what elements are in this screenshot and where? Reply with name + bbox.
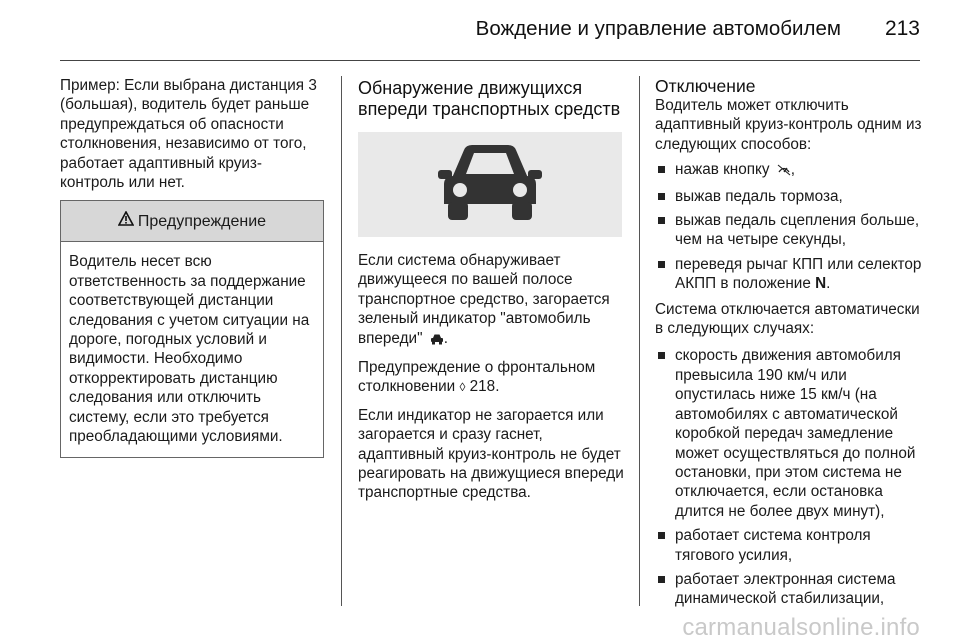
example-paragraph: Пример: Если выбрана дистанция 3 (большая), водитель будет раньше предупреждаться об опасности столкновения, независимо от того, работает адаптивный круиз-контроль или нет. (60, 77, 317, 192)
warning-triangle-icon (118, 211, 134, 231)
list-item: нажав кнопку , (655, 160, 927, 181)
car-indicator-illustration (358, 132, 622, 237)
column-2 (358, 76, 624, 511)
detection-paragraph: Если система обнаруживает движущееся по вашей полосе транспортное средство, загорается зеленый индикатор "автомобиль впереди" . (358, 251, 624, 350)
cruise-off-button-icon (777, 162, 791, 181)
auto-off-list (655, 346, 927, 608)
watermark: carmanualsonline.info (682, 614, 920, 641)
car-front-icon (430, 140, 550, 229)
list-item: работает электронная система динамической стабилизации, (655, 570, 927, 609)
column-divider-2 (639, 76, 640, 606)
column-divider-1 (341, 76, 342, 606)
page-header (60, 14, 920, 44)
indicator-paragraph: Если индикатор не загорается или загорается и сразу гаснет, адаптивный круиз-контроль не будет реагировать на движущиеся впереди транспортные средства. (358, 406, 624, 502)
warning-header (61, 201, 323, 242)
header-divider (60, 60, 920, 61)
collision-warning-ref: Предупреждение о фронтальном столкновении ◊ 218. (358, 359, 596, 396)
column-1 (60, 76, 324, 458)
list-item: скорость движения автомобиля превысила 190 км/ч или опустилась ниже 15 км/ч (на автомобилях с автоматической коробкой передач замедление может осуществляться до полной остановки, при этом система не отключается, если остановка длится не более двух минут), (655, 346, 927, 521)
list-item: выжав педаль сцепления больше, чем на четыре секунды, (655, 211, 927, 250)
header-title: Вождение и управление автомобилем (475, 17, 841, 40)
warning-box (60, 200, 324, 457)
list-item: переведя рычаг КПП или селектор АКПП в положение N. (655, 255, 927, 294)
column-3 (655, 76, 927, 615)
deactivation-title: Отключение (655, 76, 756, 96)
page-ref-arrow-icon: ◊ (459, 380, 466, 395)
warning-text: Водитель несет всю ответственность за поддержание соответствующей дистанции следования с учетом ситуации на дороге, погодных условий и видимости. Необходимо откорректировать дистанцию следования или отключить систему, если это требуется преобладающими условиями. (69, 253, 310, 446)
deactivation-list (655, 160, 927, 293)
section-title: Обнаружение движущихся впереди транспортных средств (358, 78, 621, 119)
list-item: выжав педаль тормоза, (655, 187, 927, 206)
list-item: работает система контроля тягового усилия, (655, 526, 927, 565)
auto-off-paragraph: Система отключается автоматически в следующих случаях: (655, 300, 920, 338)
page-number: 213 (884, 17, 920, 40)
warning-title: Предупреждение (137, 212, 267, 230)
car-ahead-indicator-icon (430, 331, 444, 350)
deactivation-intro: Водитель может отключить адаптивный круиз-контроль одним из следующих способов: (655, 97, 922, 153)
